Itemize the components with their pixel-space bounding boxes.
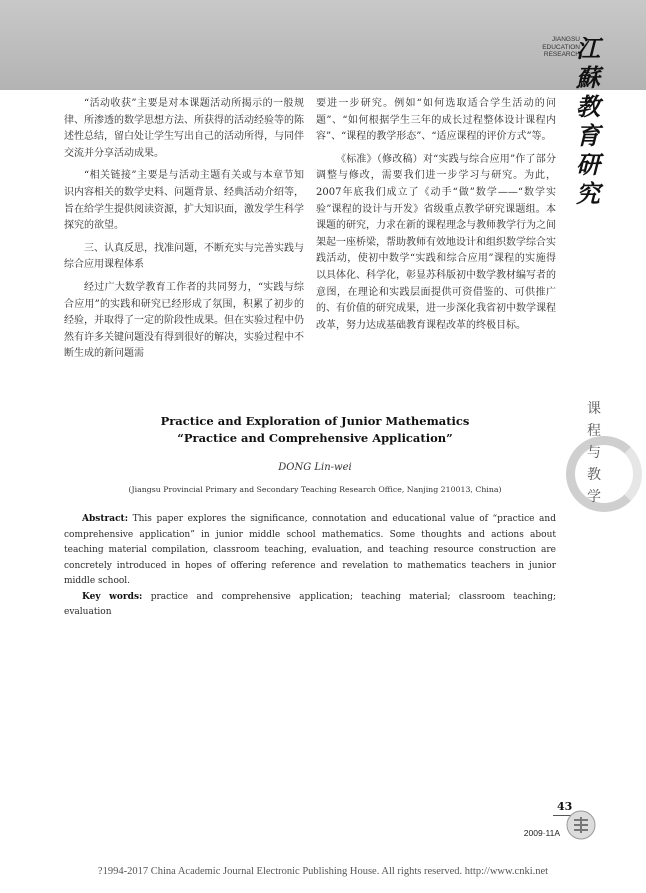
journal-name-en-line: EDUCATION	[542, 43, 580, 51]
side-label-char: 学	[587, 489, 601, 505]
side-label-char: 程	[587, 423, 601, 439]
journal-logo-char: 教	[576, 92, 600, 121]
paragraph: “相关链接”主要是与活动主题有关或与本章节知识内容相关的数学史料、问题背景、经典活动介绍等，旨在给学生提供阅读资源，扩大知识面，激发学生科学探究的欲望。	[64, 170, 304, 232]
copyright-footer: ?1994-2017 China Academic Journal Electronic Publishing House. All rights reserved. http://www.cnki.net	[97, 866, 549, 877]
abstract-text: This paper explores the significance, connotation and educational value of “practice and comprehensive application” in junior middle school mathematics. Some thoughts and actions about teaching material compilation, classroom teaching, evaluation, and teaching resource construction are concretely introduced in hopes of offering reference and revelation to mathematics teachers in junior middle school.	[64, 514, 556, 586]
english-title-line: “Practice and Comprehensive Application”	[177, 431, 453, 445]
side-label-char: 与	[587, 445, 601, 461]
keywords-paragraph	[64, 590, 556, 621]
abstract-label: Abstract:	[82, 514, 129, 524]
journal-logo-char: 育	[576, 121, 600, 150]
journal-name-en-line: RESEARCH	[543, 51, 580, 58]
author-affiliation: (Jiangsu Provincial Primary and Secondary Teaching Research Office, Nanjing 210013, China)	[128, 485, 502, 494]
journal-logo-char: 研	[576, 150, 600, 179]
paragraph: “活动收获”主要是对本课题活动所揭示的一般规律、所渗透的数学思想方法、所获得的活动经验等的陈述性总结，留白处让学生写出自己的活动所得，与同伴交流并分享活动成果。	[64, 98, 304, 159]
english-title	[120, 413, 510, 447]
english-abstract	[64, 512, 556, 621]
journal-logo-cn	[568, 34, 608, 208]
journal-name-en-line: JIANGSU	[551, 36, 580, 43]
section-heading: 三、认真反思，找准问题，不断充实与完善实践与综合应用课程体系	[64, 242, 304, 271]
page-number: 43	[557, 800, 573, 813]
paragraph: 要进一步研究。例如“如何选取适合学生活动的问题”、“如何根据学生三年的成长过程整体设计课程内容”、“课程的教学形态”、“适应课程的评价方式”等。	[316, 98, 556, 143]
side-label-char: 教	[587, 467, 601, 483]
left-column	[64, 96, 304, 369]
journal-corner-logo-icon	[566, 810, 596, 840]
journal-logo-char: 蘇	[576, 63, 600, 92]
english-title-line: Practice and Exploration of Junior Mathematics	[160, 414, 470, 428]
journal-logo-char: 究	[576, 179, 600, 208]
section-side-label	[583, 398, 605, 508]
journal-logo-char: 江	[576, 34, 600, 63]
abstract-paragraph	[64, 512, 556, 590]
right-column	[316, 96, 556, 340]
issue-label: 2009·11A	[523, 828, 560, 838]
side-label-char: 课	[587, 401, 601, 417]
paragraph: 《标准》（修改稿）对“实践与综合应用”作了部分调整与修改，需要我们进一步学习与研究。为此，2007年底我们成立了《动手“做”数学——“数学实验”课程的设计与开发》省级重点教学研究课题组。本课题的研究，力求在新的课程理念与教师教学行为之间架起一座桥梁，帮助教师有效地设计和组织数学综合实践活动，使初中数学“实践和综合应用”课程的实施得以具体化、科学化，彰显苏科版初中数学教材编写者的意图，在理论和实践层面提供可资借鉴的、可供推广的、有价值的研究成果，进一步深化我省初中数学课程改革，努力达成基础教育课程改革的终极目标。	[316, 153, 556, 331]
author-name: DONG Lin-wei	[278, 462, 352, 473]
keywords-label: Key words:	[82, 591, 143, 602]
paragraph: 经过广大数学教育工作者的共同努力，“实践与综合应用”的实践和研究已经形成了氛围，积累了初步的经验，并取得了一定的阶段性成果。但在实验过程中仍然有许多关键问题没有得到很好的解决，实验过程中不断生成的新问题需	[64, 281, 304, 360]
keywords-text: practice and comprehensive application; teaching material; classroom teaching; evaluation	[64, 591, 556, 617]
